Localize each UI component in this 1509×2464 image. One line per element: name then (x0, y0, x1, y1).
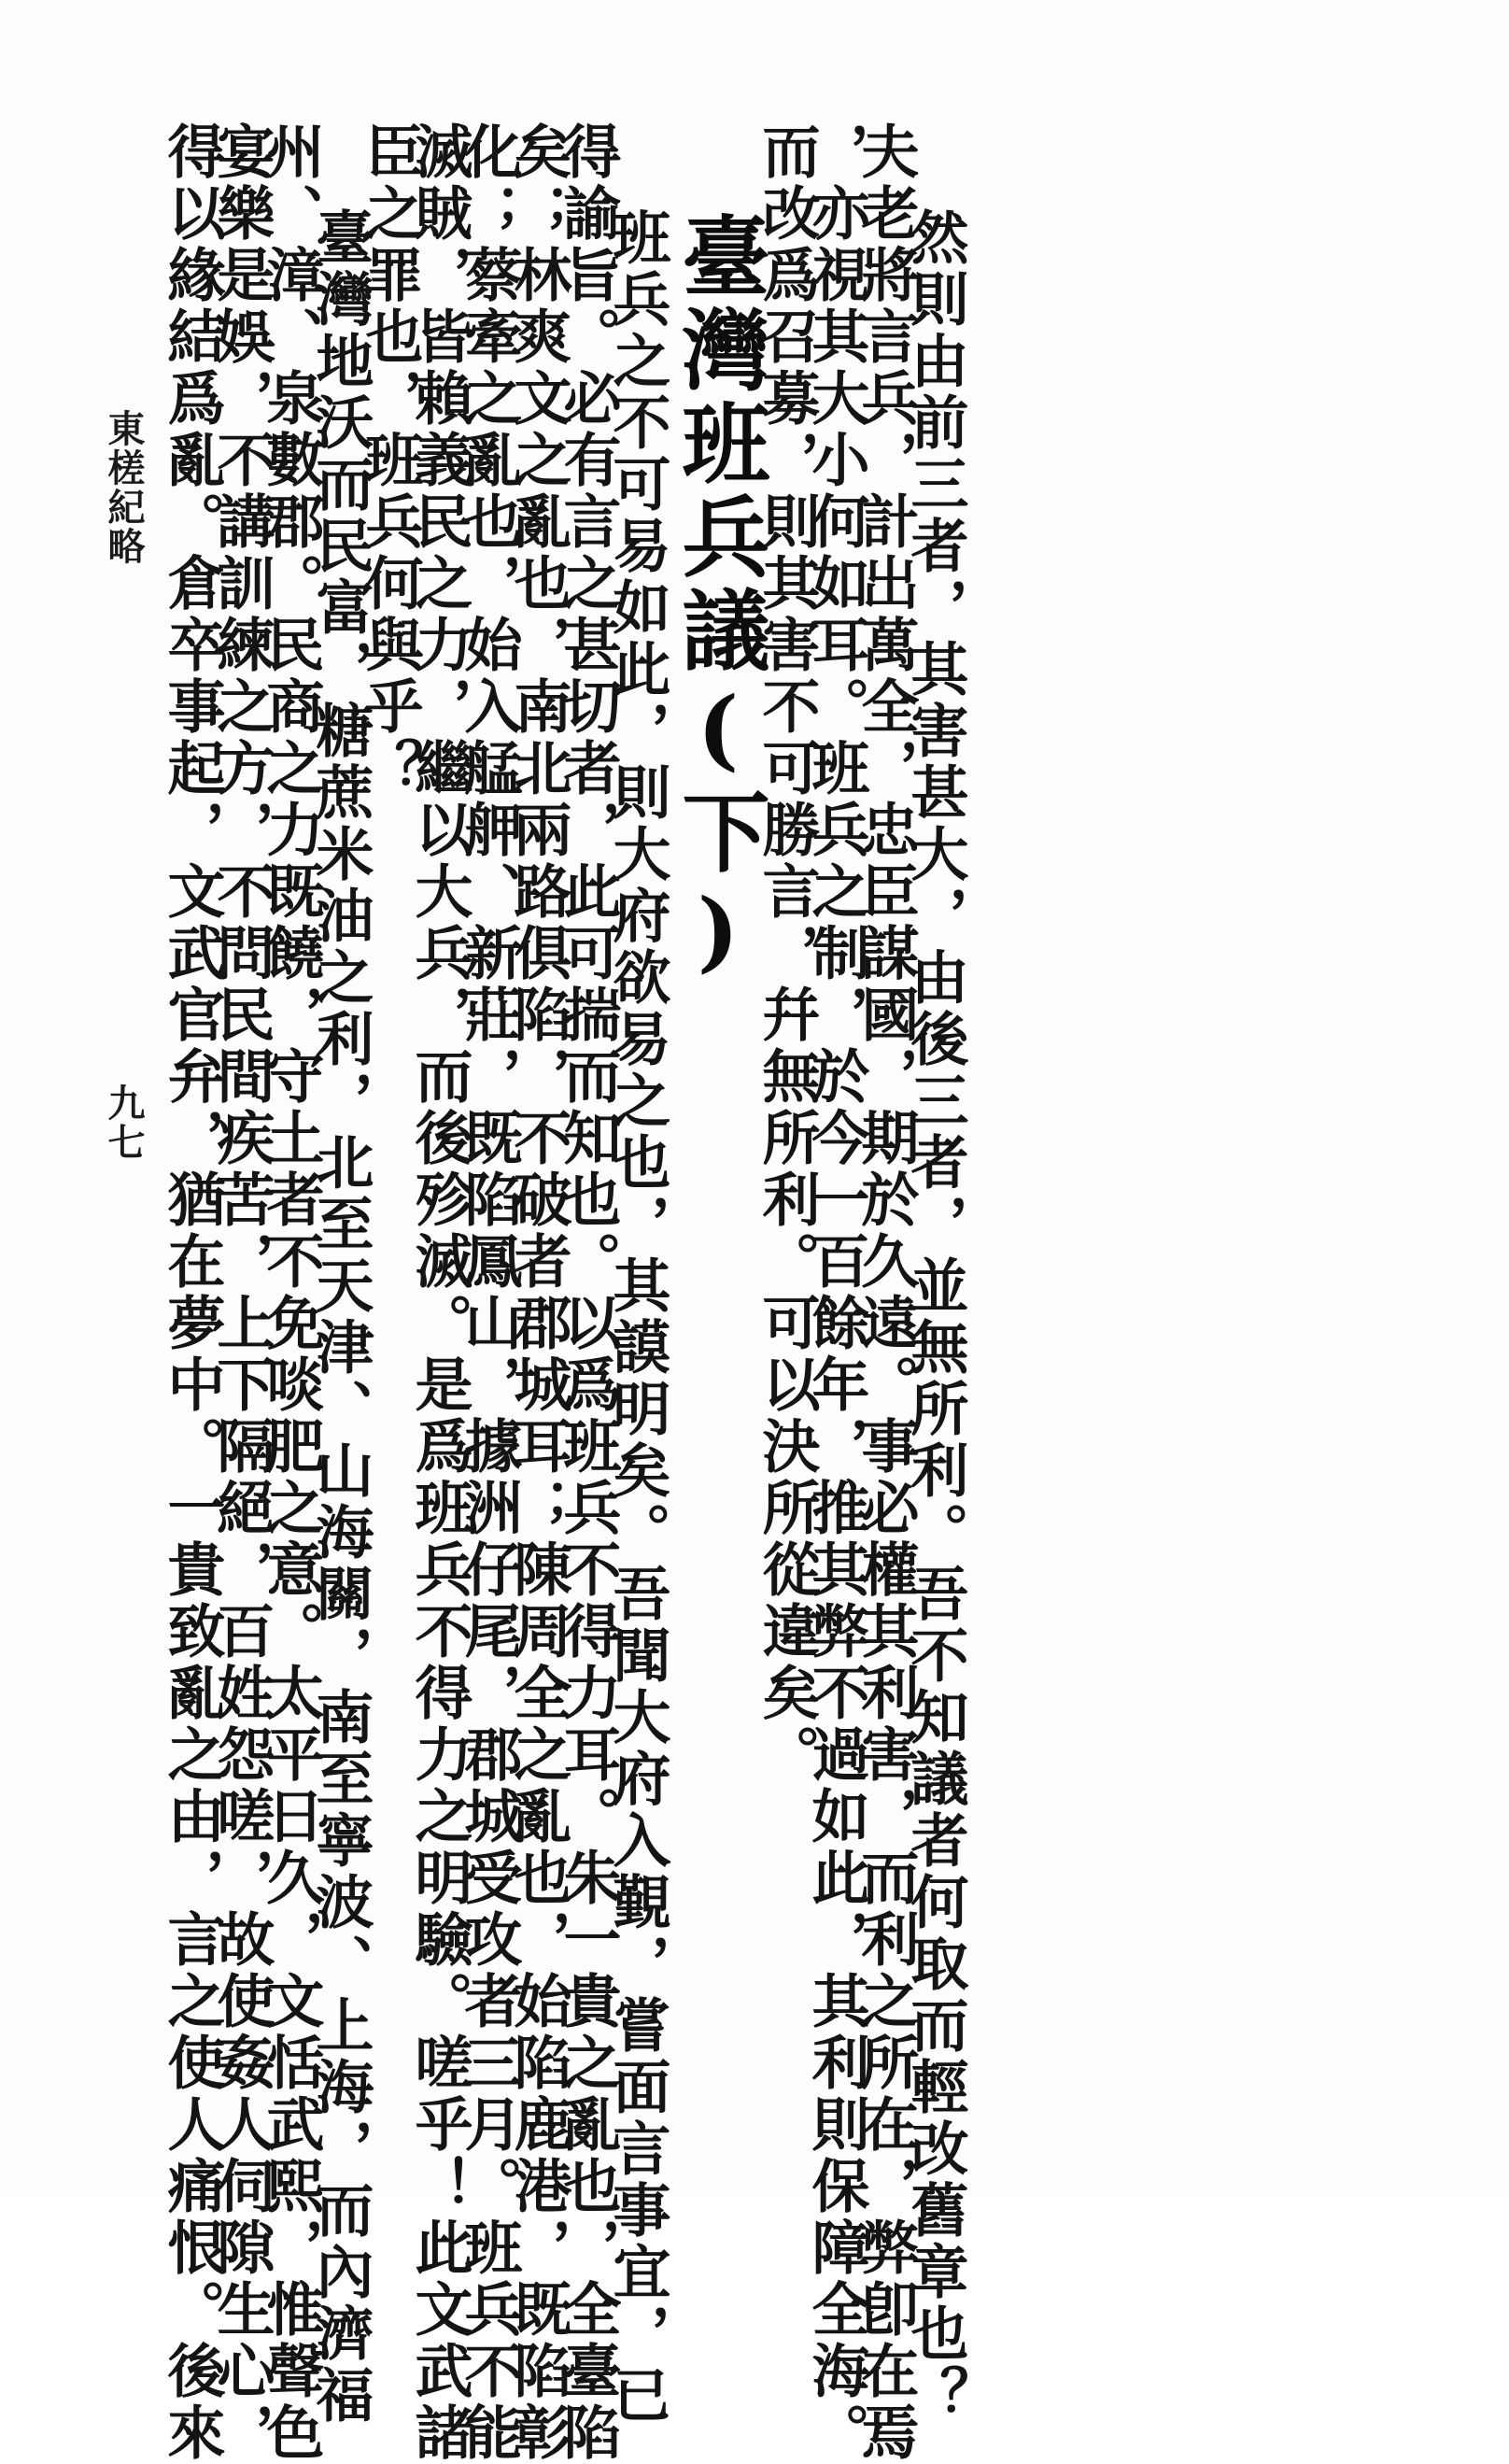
text-column-11: 臺灣地沃而民富，糖蔗米油之利，北至天津、山海關，南至寧波、上海，而內濟福 (306, 207, 374, 2427)
text-column-5: 班兵之不可易如此，則大府欲易之也，其謨明矣。吾聞大府入覲，嘗面言事宜，已 (603, 207, 671, 2427)
text-column-9: 滅賊，皆賴義民之力，繼以大兵，而後殄滅。是爲班兵不得力之明驗。嗟乎！此文武諸 (405, 121, 473, 2464)
text-column-6: 得諭旨。必有言之甚切者，此可揣而知也。以爲班兵不得力耳。朱一貴之亂也，全臺陷 (554, 121, 622, 2464)
section-title: 臺灣班兵議(下) (667, 211, 769, 988)
text-column-14: 得以緣結爲亂。倉卒事起，文武官弁，猶在夢中。一貴致亂之由，言之使人痛恨。後來 (158, 121, 226, 2464)
text-column-2: 夫老將言兵，計出萬全，忠臣謀國，期於久遠。事必權其利害，而利之所在，弊卽在焉 (852, 121, 920, 2464)
text-column-10: 臣之罪也，班兵何與乎？ (356, 121, 424, 800)
text-column-12: 州、漳、泉數郡。民商之力既饒，守土者不免啖肥之意。太平日久，文恬武熙，惟聲色 (257, 121, 325, 2464)
text-column-4: 而改爲召募，則其害不可勝言，幷無所利。可以決所從違矣。 (753, 121, 821, 1786)
text-column-8: 化；蔡牽之亂也，始入艋舺、新莊，既陷鳳山，據洲仔尾，郡城受攻者三月。班兵不能 (455, 121, 523, 2464)
text-column-1: 然則由前三者，其害甚大，由後三者，並無所利。吾不知議者何取而輕改舊章也？ (901, 207, 969, 2427)
running-title: 東槎紀略 (102, 409, 146, 566)
text-column-13: 宴樂是娛，不講訓練之方，不問民間疾苦，上下隔絕，百姓怨嗟，故使姦人伺隙生心， (207, 121, 275, 2464)
page-number: 九七 (102, 1083, 146, 1162)
text-column-3: ，亦視其大小何如耳。班兵之制，於今一百餘年，推其弊不過如此，其利則保障全海。 (802, 121, 870, 2464)
text-column-7: 矣；林爽文之亂也，南北兩路俱陷，不破者郡城耳；陳周全之亂也，始陷鹿港，既陷彰 (504, 121, 572, 2464)
